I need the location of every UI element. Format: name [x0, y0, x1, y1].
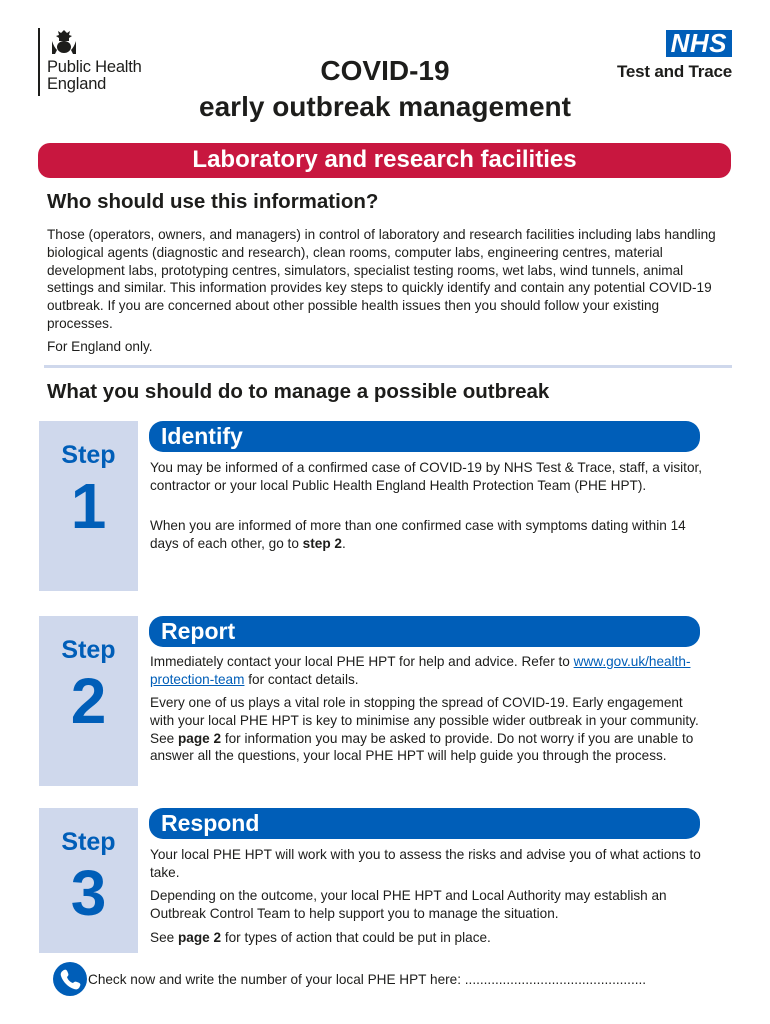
page-title-line2: early outbreak management: [199, 91, 571, 122]
step-3-number: 3: [70, 857, 107, 929]
step-2-word: Step: [61, 636, 116, 664]
phe-logo-line2: England: [47, 75, 107, 93]
step-3-word: Step: [61, 828, 116, 856]
nhs-subtitle: Test and Trace: [617, 62, 732, 81]
step-2-box: [39, 616, 138, 786]
step-1-title: Identify: [149, 421, 700, 452]
royal-crest-icon: [48, 28, 80, 56]
who-heading: Who should use this information?: [47, 190, 379, 213]
nhs-badge: NHS: [666, 30, 732, 57]
who-body: Those (operators, owners, and managers) in control of laboratory and research facilities including labs handling biological agents (diagnostic and research), clean rooms, computer labs, engineering centres, material development labs, prototyping centres, simulators, specialist testing rooms, wet labs, wind tunnels, animal settings and similar. This information provides key steps to quickly identify and contain any potential COVID-19 outbreak. If you are concerned about other possible health issues then you should follow your existing processes.: [47, 227, 716, 331]
step-1-text-1: You may be informed of a confirmed case of COVID-19 by NHS Test & Trace, staff, a visitor, contractor or your local Public Health England Health Protection Team (PHE HPT).: [150, 460, 703, 493]
phe-logo-line1: Public Health: [47, 58, 142, 76]
step-2-text-1: Immediately contact your local PHE HPT for help and advice. Refer to www.gov.uk/health-protection-team for contact details.: [150, 654, 691, 687]
page-title-line1: COVID-19: [320, 55, 450, 86]
step-2-title: Report: [149, 616, 700, 647]
step-2-number: 2: [70, 665, 107, 737]
what-heading: What you should do to manage a possible outbreak: [47, 380, 550, 403]
scope-note: For England only.: [47, 339, 153, 354]
sector-banner: Laboratory and research facilities: [38, 143, 731, 178]
phone-icon: [53, 962, 87, 996]
step-2-text-2: Every one of us plays a vital role in stopping the spread of COVID-19. Early engagement with your local PHE HPT is key to minimise any possible wider outbreak in your community. See page 2 for information you may be asked to provide. Do not worry if you are unable to answer all the questions, your local PHE HPT will help guide you through the process.: [150, 695, 699, 764]
step-1-word: Step: [61, 441, 116, 469]
step-3-text-1: Your local PHE HPT will work with you to assess the risks and advise you of what actions to take.: [150, 847, 701, 880]
step-3-text-3: See page 2 for types of action that could be put in place.: [150, 930, 491, 945]
hpt-number-prompt: Check now and write the number of your local PHE HPT here: ................................................: [88, 972, 647, 987]
step-1-box: [39, 421, 138, 591]
step-3-title: Respond: [149, 808, 700, 839]
step-3-text-2: Depending on the outcome, your local PHE HPT and Local Authority may establish an Outbreak Control Team to help support you to manage the situation.: [150, 888, 667, 921]
step-1-text-2: When you are informed of more than one confirmed case with symptoms dating within 14 days of each other, go to step 2.: [150, 518, 686, 551]
step-1-number: 1: [70, 470, 107, 542]
hpt-link[interactable]: www.gov.uk/health-protection-team: [150, 654, 691, 687]
section-divider: [44, 365, 732, 368]
step-3-box: [39, 808, 138, 953]
